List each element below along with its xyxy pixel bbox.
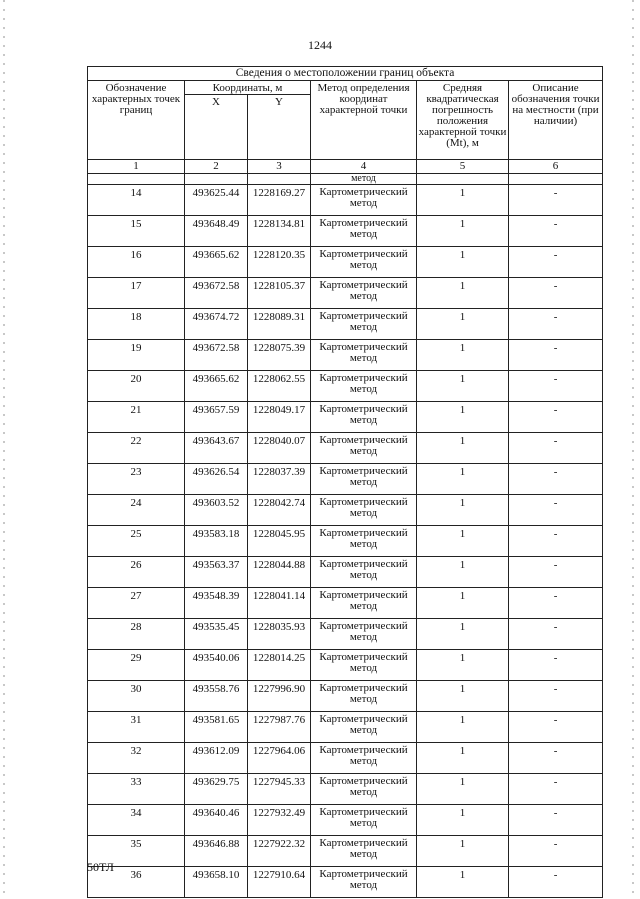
table-row [88, 278, 603, 309]
cell-point-number: 19 [88, 340, 185, 371]
cell-method: Картометрический метод [311, 185, 417, 216]
cell-mean-error: 1 [417, 867, 509, 898]
cell-x-coordinate: 493625.44 [185, 185, 248, 216]
cell-method: Картометрический метод [311, 712, 417, 743]
cell-description: - [509, 805, 603, 836]
cell-x-coordinate: 493674.72 [185, 309, 248, 340]
cell-x-coordinate: 493629.75 [185, 774, 248, 805]
cell-point-number: 23 [88, 464, 185, 495]
header-method: Метод определения координат характерной точки [311, 81, 417, 160]
cell-method: Картометрический метод [311, 557, 417, 588]
cell-mean-error: 1 [417, 681, 509, 712]
header-description: Описание обозначения точки на местности (при наличии) [509, 81, 603, 160]
cell-method: Картометрический метод [311, 402, 417, 433]
cell-point-number: 36 [88, 867, 185, 898]
cell-mean-error: 1 [417, 650, 509, 681]
table-row [88, 867, 603, 898]
cell-description: - [509, 216, 603, 247]
cell-point-number: 16 [88, 247, 185, 278]
cell-mean-error: 1 [417, 557, 509, 588]
cell-description: - [509, 619, 603, 650]
cell-method: Картометрический метод [311, 340, 417, 371]
cell-description: - [509, 712, 603, 743]
cell-method: Картометрический метод [311, 247, 417, 278]
cell-mean-error: 1 [417, 216, 509, 247]
cell-y-coordinate: 1228035.93 [248, 619, 311, 650]
column-number: 4 [311, 160, 417, 174]
cell-x-coordinate: 493626.54 [185, 464, 248, 495]
cell-method: Картометрический метод [311, 433, 417, 464]
cell-x-coordinate: 493648.49 [185, 216, 248, 247]
cell-y-coordinate: 1227964.06 [248, 743, 311, 774]
cell-description: - [509, 557, 603, 588]
cell-mean-error: 1 [417, 464, 509, 495]
table-row [88, 526, 603, 557]
cell-point-number: 29 [88, 650, 185, 681]
table-row [88, 681, 603, 712]
cell-description: - [509, 836, 603, 867]
cell-point-number: 15 [88, 216, 185, 247]
column-number: 3 [248, 160, 311, 174]
cell-mean-error: 1 [417, 402, 509, 433]
cell-y-coordinate: 1228040.07 [248, 433, 311, 464]
cell-point-number: 18 [88, 309, 185, 340]
cell-method: Картометрический метод [311, 867, 417, 898]
cell-method: Картометрический метод [311, 588, 417, 619]
cell-point-number: 32 [88, 743, 185, 774]
cell-mean-error: 1 [417, 836, 509, 867]
cell-point-number: 34 [88, 805, 185, 836]
cell-x-coordinate: 493583.18 [185, 526, 248, 557]
cell-method: Картометрический метод [311, 216, 417, 247]
cell-y-coordinate: 1228089.31 [248, 309, 311, 340]
cell-point-number: 17 [88, 278, 185, 309]
cell-x-coordinate: 493657.59 [185, 402, 248, 433]
cell-y-coordinate: 1227945.33 [248, 774, 311, 805]
cell-method: Картометрический метод [311, 619, 417, 650]
cell-y-coordinate: 1227932.49 [248, 805, 311, 836]
table-row [88, 309, 603, 340]
cell-y-coordinate: 1228105.37 [248, 278, 311, 309]
cell-method: Картометрический метод [311, 278, 417, 309]
cell-y-coordinate: 1227987.76 [248, 712, 311, 743]
cell-mean-error: 1 [417, 309, 509, 340]
cell-description: - [509, 340, 603, 371]
cell-x-coordinate: 493665.62 [185, 247, 248, 278]
cell-point-number: 30 [88, 681, 185, 712]
cell-mean-error: 1 [417, 185, 509, 216]
left-edge-scan-artifact [3, 0, 5, 899]
cell-y-coordinate: 1228134.81 [248, 216, 311, 247]
cell-mean-error: 1 [417, 743, 509, 774]
table-row [88, 836, 603, 867]
table-row [88, 247, 603, 278]
table-row [88, 340, 603, 371]
column-number: 6 [509, 160, 603, 174]
cell-y-coordinate: 1228075.39 [248, 340, 311, 371]
cell-description: - [509, 867, 603, 898]
cell-description: - [509, 309, 603, 340]
cell-point-number: 31 [88, 712, 185, 743]
table-row [88, 402, 603, 433]
cell-description: - [509, 371, 603, 402]
column-number: 1 [88, 160, 185, 174]
cell-method: Картометрический метод [311, 371, 417, 402]
cell-method: Картометрический метод [311, 495, 417, 526]
cell-x-coordinate: 493548.39 [185, 588, 248, 619]
cell-description: - [509, 185, 603, 216]
table-row [88, 805, 603, 836]
table-caption: Сведения о местоположении границ объекта [88, 67, 603, 81]
cell-y-coordinate: 1228044.88 [248, 557, 311, 588]
table-row [88, 185, 603, 216]
cell-point-number: 33 [88, 774, 185, 805]
cell-mean-error: 1 [417, 774, 509, 805]
cell-mean-error: 1 [417, 712, 509, 743]
cell-method: Картометрический метод [311, 309, 417, 340]
cell-y-coordinate: 1228037.39 [248, 464, 311, 495]
header-x: X [185, 95, 248, 160]
cell-y-coordinate: 1227910.64 [248, 867, 311, 898]
cell-x-coordinate: 493640.46 [185, 805, 248, 836]
cell-y-coordinate: 1228120.35 [248, 247, 311, 278]
cell-y-coordinate: 1228045.95 [248, 526, 311, 557]
cell-y-coordinate: 1228042.74 [248, 495, 311, 526]
cell-x-coordinate: 493658.10 [185, 867, 248, 898]
cell-mean-error: 1 [417, 371, 509, 402]
table-row [88, 650, 603, 681]
cell-x-coordinate: 493563.37 [185, 557, 248, 588]
cell-description: - [509, 650, 603, 681]
cell-x-coordinate: 493535.45 [185, 619, 248, 650]
cell-method: Картометрический метод [311, 774, 417, 805]
cell-y-coordinate: 1228169.27 [248, 185, 311, 216]
table-row [88, 619, 603, 650]
cell-method: Картометрический метод [311, 836, 417, 867]
cell-y-coordinate: 1228014.25 [248, 650, 311, 681]
cell-point-number: 22 [88, 433, 185, 464]
cell-method: Картометрический метод [311, 681, 417, 712]
cell-mean-error: 1 [417, 588, 509, 619]
cell-x-coordinate: 493581.65 [185, 712, 248, 743]
cell-y-coordinate: 1228041.14 [248, 588, 311, 619]
cell-point-number: 25 [88, 526, 185, 557]
cell-y-coordinate: 1228049.17 [248, 402, 311, 433]
cell-point-number: 27 [88, 588, 185, 619]
cell-point-number: 35 [88, 836, 185, 867]
cell-x-coordinate: 493558.76 [185, 681, 248, 712]
cell-method: Картометрический метод [311, 526, 417, 557]
cell-x-coordinate: 493672.58 [185, 340, 248, 371]
cell-mean-error: 1 [417, 247, 509, 278]
cell-point-number: 24 [88, 495, 185, 526]
cell-x-coordinate: 493612.09 [185, 743, 248, 774]
cell-point-number: 21 [88, 402, 185, 433]
column-number: 2 [185, 160, 248, 174]
table-row [88, 774, 603, 805]
cell-description: - [509, 464, 603, 495]
cell-mean-error: 1 [417, 619, 509, 650]
continuation-text: метод [311, 174, 417, 185]
cell-x-coordinate: 493672.58 [185, 278, 248, 309]
cell-point-number: 14 [88, 185, 185, 216]
cell-x-coordinate: 493603.52 [185, 495, 248, 526]
table-row [88, 712, 603, 743]
table-row [88, 495, 603, 526]
cell-description: - [509, 681, 603, 712]
table-row [88, 464, 603, 495]
cell-x-coordinate: 493643.67 [185, 433, 248, 464]
cell-point-number: 28 [88, 619, 185, 650]
cell-y-coordinate: 1227996.90 [248, 681, 311, 712]
cell-method: Картометрический метод [311, 650, 417, 681]
cell-y-coordinate: 1228062.55 [248, 371, 311, 402]
cell-mean-error: 1 [417, 495, 509, 526]
right-edge-scan-artifact [632, 0, 634, 899]
table-row [88, 743, 603, 774]
cell-x-coordinate: 493646.88 [185, 836, 248, 867]
cell-description: - [509, 278, 603, 309]
cell-mean-error: 1 [417, 278, 509, 309]
cell-point-number: 20 [88, 371, 185, 402]
column-number: 5 [417, 160, 509, 174]
cell-description: - [509, 495, 603, 526]
cell-description: - [509, 588, 603, 619]
header-y: Y [248, 95, 311, 160]
header-point-designation: Обозначение характерных точек границ [88, 81, 185, 160]
footer-code: 50ТЛ [87, 860, 114, 874]
boundary-points-table [87, 66, 602, 898]
cell-mean-error: 1 [417, 526, 509, 557]
cell-method: Картометрический метод [311, 743, 417, 774]
cell-description: - [509, 526, 603, 557]
cell-mean-error: 1 [417, 340, 509, 371]
cell-description: - [509, 247, 603, 278]
cell-point-number: 26 [88, 557, 185, 588]
table-row [88, 433, 603, 464]
cell-description: - [509, 402, 603, 433]
table-row [88, 557, 603, 588]
continuation-row [88, 174, 603, 185]
cell-mean-error: 1 [417, 805, 509, 836]
page-number: 1244 [308, 38, 332, 52]
table-row [88, 371, 603, 402]
cell-method: Картометрический метод [311, 805, 417, 836]
table-row [88, 588, 603, 619]
cell-description: - [509, 774, 603, 805]
cell-method: Картометрический метод [311, 464, 417, 495]
cell-description: - [509, 433, 603, 464]
cell-mean-error: 1 [417, 433, 509, 464]
cell-description: - [509, 743, 603, 774]
table-row [88, 216, 603, 247]
cell-x-coordinate: 493665.62 [185, 371, 248, 402]
header-mean-error: Средняя квадратическая погрешность положения характерной точки (Mt), м [417, 81, 509, 160]
header-coordinates: Координаты, м [185, 81, 311, 95]
cell-y-coordinate: 1227922.32 [248, 836, 311, 867]
cell-x-coordinate: 493540.06 [185, 650, 248, 681]
